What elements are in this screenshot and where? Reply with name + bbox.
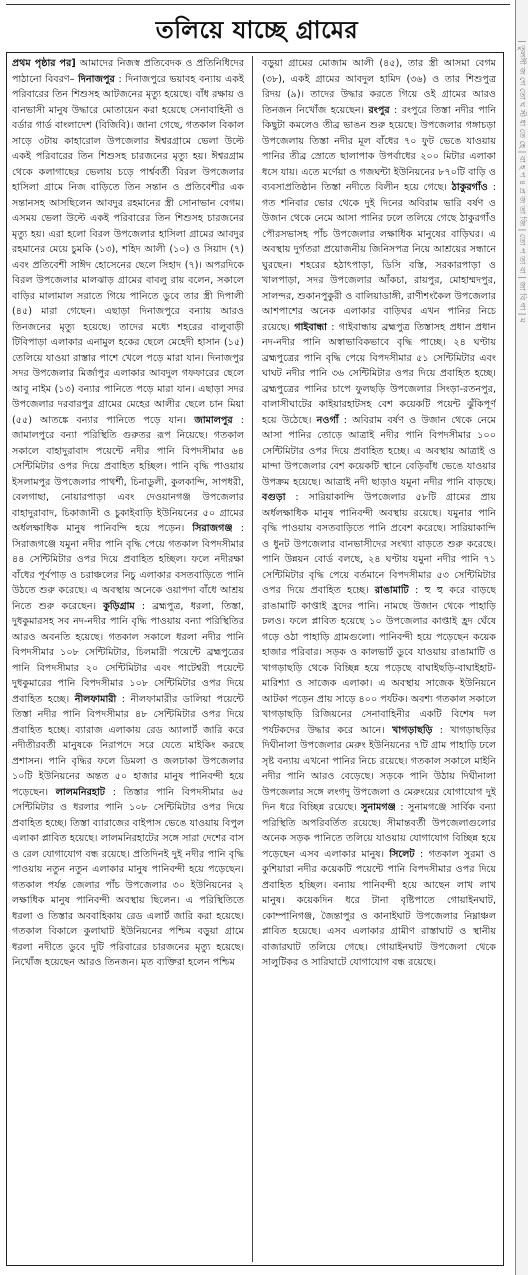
dateline-place: সিলেট — [389, 848, 415, 860]
article-text: : হু হু করে বাড়ছে রাঙামাটি কাপ্তাই হ্রদের পানি। নামছে উজান থেকে পাহাড়ি ঢলও। ফলে প্লাবিত হয়েছে ১০ উপজেলার কাপ্তাই হ্রদ ঘেঁষে গড়ে ওঠা পাহাড়ি গ্রামগুলো। পানিবন্দী হয়ে পড়েছেন কয়েক হাজার পরিবার। সড়ক ও কালভার্ট ডুবে যাওয়ায় রাঙামাটি ও খাগড়াছড়ি থেকে বিচ্ছিন্ন হয়ে পড়েছে বাঘাইছড়ি-বাঘাইহাট-মারিশ্যা ও সাজেক এলাকা। এ অবস্থায় সাজেক ইউনিয়নে আটকা পড়েন প্রায় সাড়ে ৪০০ পর্যটক। অবশ্য গতকাল সকালে খাগড়াছড়ি রিজিয়নের সেনাবাহিনীর একটি বিশেষ দল পর্যটকদের উদ্ধার করে আনে। — [262, 585, 496, 736]
article-text: : গাইবান্ধায় ব্রহ্মপুত্র তিস্তাসহ প্রধান প্রধান নদ-নদীর পানি অস্বাভাবিকভাবে বৃদ্ধি পাচ্ছে। ২৪ ঘণ্টায় ব্রহ্মপুত্রের পানি বৃদ্ধি পেয়ে বিপদসীমার ৫১ সেন্টিমিটার এবং ঘাঘট নদীর পানি ৩৬ সেন্টিমিটার ওপর দিয়ে প্রবাহিত হচ্ছে। ব্রহ্মপুত্রের পানির চাপে ফুলছড়ি উপজেলার সিংড়া-রতনপুর, বালাসীঘাটের কাইয়ারহাটসহ বেশ কয়েকটি পয়েন্ট ঝুঁকিপূর্ণ হয়ে উঠেছে। — [262, 321, 496, 426]
dateline-place: নওগাঁ — [316, 414, 339, 426]
adjacent-page-text: | তুলসী জ গে তো ঘ স্ট ধা তে হে | বা হ প ৪ প্র জ তা জি | তো প তা বা | জা বি গা | ম — [518, 40, 527, 323]
article-text: : খাগড়াছড়ির দিঘীনালা উপজেলার মেরুং ইউনিয়নের ৭টি গ্রাম পাহাড়ি ঢলে সৃষ্ট বন্যায় এখনো পানির নিচে রয়েছে। গতকাল সকালে মাইনি নদীর পানি আরও বেড়েছে। সড়কে পানি উঠায় দিঘীনালা উপজেলার সঙ্গে লংগদু উপজেলা ও মেরুংয়ের যোগাযোগ দুই দিন ধরে বিচ্ছিন্ন রয়েছে। — [262, 724, 496, 813]
column-divider — [252, 56, 253, 1262]
dateline-place: সিরাজগঞ্জ — [192, 523, 233, 534]
article-paragraph — [262, 56, 496, 971]
article-text: : রংপুরে তিস্তা নদীর পানি কিছুটা কমলেও তীব্র ভাঙন শুরু হয়েছে। উপজেলার গঙ্গাচড়া উপজেলায় তিস্তা নদীর মূল বাঁধের ৭০ ফুট ভেঙে যাওয়ায় পানির তীব্র স্রোতে ছালাপাক উপর্বাধের ২০০ মিটার এলাকা ধসে যায়। এতে মর্ণেয়া ও গজঘন্টা ইউনিয়নের ৮৭০টি বাড়ি ও ব্যবসাপ্রতিষ্ঠান তিস্তা নদীতে বিলীন হয়ে গেছে। — [262, 104, 496, 193]
article-text: : সারিয়াকান্দি উপজেলার ৫৮টি গ্রামের প্রায় অর্ধলক্ষাধিক মানুষ পানিবন্দী অবস্থায় রয়েছে। যমুনার পানি বৃদ্ধি পাওয়ায় বসতবাড়িতে পানি প্রবেশ করেছে। সারিয়াকান্দি ও ধুনট উপজেলার বানভাসীদের সংখ্যা বাড়তে শুরু করেছে। পানি উন্নয়ন বোর্ড বলছে, ২৪ ঘণ্টায় যমুনা নদীর পানি ৭১ সেন্টিমিটার বৃদ্ধি পেয়ে বর্তমানে বিপদসীমার ৫৩ সেন্টিমিটার ওপর দিয়ে প্রবাহিত হচ্ছে। — [262, 492, 496, 596]
dateline-place: রংপুর — [368, 104, 390, 116]
dateline-place: প্রথম পৃষ্ঠার পর] — [12, 58, 80, 69]
dateline-place: জামালপুর — [194, 414, 233, 426]
top-rule — [6, 4, 510, 5]
dateline-place: ঠাকুরগাঁও — [451, 182, 488, 193]
dateline-place: নীলফামারী — [74, 693, 117, 705]
dateline-place: সুনামগঞ্জ — [361, 802, 396, 813]
article-paragraph — [12, 56, 244, 971]
article-text: : তিস্তার পানি বিপদসীমার ৬৫ সেন্টিমিটার ও ধরলার পানি ১০৮ সেন্টিমিটার ওপর দিয়ে প্রবাহিত হচ্ছে। তিস্তা ব্যারাজের বাইপাস ভেঙে যাওয়ায় বিপুল এলাকা প্লাবিত হয়েছে। লালমনিরহাটের সঙ্গে সারা দেশের বাস ও রেল যোগাযোগ বন্ধ রয়েছে। প্রতিদিনই দুই নদীর পানি বৃদ্ধি পাওয়ায় নতুন নতুন এলাকার মানুষ পানিবন্দী হয়ে পড়েছেন। গতকাল পর্যন্ত জেলার পাঁচ উপজেলার ৩০ ইউনিয়নের ২ লক্ষাধিক মানুষ পানিবন্দী অবস্থায় ছিলেন। এ পরিস্থিতিতে ধরলা ও তিস্তার অববাহিকায় রেড এলার্ট জারি করা হয়েছে। গতকাল বিকালে কুলাঘাট ইউনিয়নের পশ্চিম বড়ুয়া গ্রামে ধরলা নদীতে ডুবে দুটি পরিবারের চারজনের মৃত্যু হয়েছে। নিখোঁজ হয়েছেন আরও তিনজন। মৃত ব্যক্তিরা হলেন পশ্চিম — [12, 786, 244, 968]
article-text: : গতকাল সুরমা ও কুশিয়ারা নদীর কয়েকটি পয়েন্টে পানি বিপদসীমার ওপর দিয়ে প্রবাহিত হচ্ছিল। বন্যায় পানিবন্দী হয়ে আছেন লাখ লাখ মানুষ। কয়েকদিন ধরে টানা বৃষ্টিপাতে গোয়াইনঘাট, কোম্পানিগঞ্জ, জৈন্তাপুর ও কানাইঘাট উপজেলার নিম্নাঞ্চল প্লাবিত হয়েছে। এসব এলাকার গ্রামীণ রাস্তাঘাট ও স্থানীয় বাজারঘাট তলিয়ে গেছে। গোয়াইনঘাট উপজেলা থেকে সালুটিকর ও সারিঘাটে যোগাযোগ বন্ধ রয়েছে। — [262, 848, 496, 968]
dateline-place: বগুড়া — [262, 492, 286, 503]
article-text: : জামালপুরে বন্যা পরিস্থিতি গুরুতর রূপ নিয়েছে। গতকাল সকালে বাহাদুরাবাদ পয়েন্টে নদীর পানি বিপদসীমার ৬৪ সেন্টিমিটার ওপর দিয়ে প্রবাহিত হচ্ছিল। পানি বৃদ্ধি পাওয়ায় ইসলামপুর উপজেলার পাথর্শী, চিনাডুলী, কুলকান্দি, সাপধরী, বেলগাছা, নোয়ারপাড়া এবং দেওয়ানগঞ্জ উপজেলার বাহাদুরাবাদ, চিকাজানী ও চুকাইবাড়ি ইউনিয়নের ৫০ গ্রামের অর্ধলক্ষাধিক মানুষ পানিবন্দি হয়ে পড়েন। — [12, 414, 244, 534]
article-text: : দিনাজপুরে ভয়াবহ বন্যায় একই পরিবারের তিন শিশুসহ আটজনের মৃত্যু হয়েছে। বাঁধ রক্ষায় ও বানভাসী মানুষ উদ্ধারে মোতায়েন করা হয়েছে সেনাবাহিনী ও বর্ডার গার্ড বাংলাদেশ (বিজিবি)। জানা গেছে, গতকাল বিকাল সাড়ে ৩টায় কাহারোল উপজেলার ঈশ্বরগ্রামে ভেলা উল্টে একই পরিবারের তিন শিশুসহ চারজনের মৃত্যু হয়। ঈশ্বরগ্রাম থেকে কলাগাছের ভেলায় চড়ে পার্শ্ববর্তী বিরল উপজেলার হাসিলা গ্রামে নিজ বাড়িতে তিন সন্তান ও প্রতিবেশীর এক সন্তানসহ আসছিলেন আবদুর রহমানের স্ত্রী সোনাভান বেগম। এসময় ভেলা উল্টে একই পরিবারের তিন শিশুসহ চারজনের মৃত্যু হয়। এরা হলো বিরল উপজেলার হাসিলা গ্রামের আবদুর রহমানের মেয়ে চুমকি (১৩), শহিদ আলী (১০) ও সিয়াদ (৭) এবং প্রতিবেশী সাঈদ হোসেনের ছেলে সিহাদ (৭)। অপরদিকে বিরল উপজেলার মালঝাড় গ্রামের বাবলু রায় বলেন, সকালে বাড়ির মালামাল সরাতে গিয়ে পানিতে ডুবে তার স্ত্রী দিপালী (৪৫) মারা গেছেন। এছাড়া দিনাজপুরে বন্যায় আরও তিনজনের মৃত্যু হয়েছে। তাদের মধ্যে শহরের বালুবাড়ী টিবিপাড়া এলাকার এনামুল হকের ছেলে মেহেদী হাসান (১৫) তেলিয়ে যাওয়া রাস্তার পাশে খেলে পড়ে মারা যান। দিনাজপুর সদর উপজেলার মির্জাপুর এলাকার আবদুল গফফারের ছেলে আবু নাইম (১৩) বন্যার পানিতে পড়ে মারা যান। এছাড়া সদর উপজেলার দরবারপুর গ্রামের মেহের আলীর ছেলে চান মিয়া (৫৫) আতঙ্কে বন্যার পানিতে পড়ে যান। — [12, 73, 244, 426]
adjacent-page-edge — [515, 0, 528, 1275]
article-text: আমাদের নিজস্ব প্রতিবেদক ও প্রতিনিধিদের পাঠানো বিবরণ– — [12, 58, 244, 85]
dateline-place: রাঙামাটি — [374, 585, 409, 596]
article-text: : ব্রহ্মপুত্র, ধরলা, তিস্তা, দুধকুমারসহ সব নদ-নদীর পানি বৃদ্ধি পাওয়ায় বন্যা পরিস্থিতির আরও অবনতি হয়েছে। গতকাল সকালে ধরলা নদীর পানি বিপদসীমার ১০৮ সেন্টিমিটার, চিলমারী পয়েন্টে ব্রহ্মপুত্রের পানি বিপদসীমার ২০ সেন্টিমিটার এবং পাটেশ্বরী পয়েন্টে দুধকুমারের পানি বিপদসীমার ১০৮ সেন্টিমিটার ওপর দিয়ে প্রবাহিত হচ্ছে। — [12, 600, 244, 705]
dateline-place: দিনাজপুর — [78, 73, 115, 85]
article-text: বড়ুয়া গ্রামের মোজাম আলী (৪৫), তার স্ত্রী আসমা বেগম (৩৮), একই গ্রামের আবদুল হামিদ (৩৬) ও তার শিশুপুত্র রিদয় (৯)। তাদের উদ্ধার করতে গিয়ে ওই গ্রামের আরও তিনজন নিখোঁজ হয়েছেন। — [262, 58, 496, 116]
article-text: : সিরাজগঞ্জে যমুনা নদীর পানি বৃদ্ধি পেয়ে গতকাল বিপদসীমার ৪৪ সেন্টিমিটার ওপর দিয়ে প্রবাহিত হচ্ছিল। ফলে নদীরক্ষা বাঁধের পূর্বপাড় ও চরাঞ্চলের নিচু এলাকার বসতবাড়িতে পানি উঠতে শুরু করেছে। এ অবস্থায় অনেকে ওয়াপদা বাঁধে আশ্রয় নিতে শুরু করেছেন। — [12, 523, 244, 612]
article-text: : গত শনিবার ভোর থেকে দুই দিনের অবিরাম ভারি বর্ষণ ও উজান থেকে নেমে আসা পানির ঢলে তলিয়ে গেছে ঠাকুরগাঁও পৌরসভাসহ পাঁচ উপজেলার লক্ষাধিক মানুষের বাড়িঘর। এ অবস্থায় দুর্গতরা প্রয়োজনীয় জিনিসপত্র নিয়ে আশ্রয়ের সন্ধানে ঘুরছেন। শহরের হঠাৎপাড়া, ডিসি বস্তি, সরকারপাড়া ও খালপাড়া, সদর উপজেলার আঁকচা, রায়পুর, মোহাম্মদপুর, সালন্দর, শুকানপুকুরী ও বালিয়াডাঙ্গী, রাণীশংকৈল উপজেলার আশপাশের অনেক এলাকার বাড়িঘর এখন পানির নিচে রয়েছে। — [262, 182, 496, 333]
article-column-right — [262, 56, 496, 1262]
article-text: : নীলফামারীর ডালিয়া পয়েন্টে তিস্তা নদীর পানি বিপদসীমার ৪৮ সেন্টিমিটার ওপর দিয়ে প্রবাহিত হচ্ছে। ব্যারাজ এলাকায় রেড অ্যালার্ট জারি করে নদীতীরবর্তী মানুষকে নিরাপদে সরে যেতে মাইকিং করছে প্রশাসন। পানি বৃদ্ধির ফলে ডিমলা ও জলঢাকা উপজেলার ১০টি ইউনিয়নের অন্তত ৫০ হাজার মানুষ পানিবন্দী হয়ে পড়েছেন। — [12, 693, 244, 798]
dateline-place: কুড়িগ্রাম — [103, 600, 135, 612]
article-text: : অবিরাম বর্ষণ ও উজান থেকে নেমে আসা পানির তোড়ে আত্রাই নদীর পানি বিপদসীমার ১০০ সেন্টিমিটার ওপর দিয়ে প্রবাহিত হচ্ছে। এ অবস্থায় আত্রাই ও মান্দা উপজেলার বেশ কয়েকটি স্থানে বেড়িবাঁধ ভেঙে যাওয়ার উপক্রম হয়েছে। আত্রাই নদী ছাড়াও যমুনা নদীর পানি বাড়ছে। — [262, 414, 496, 488]
dateline-place: গাইবান্ধা — [294, 321, 327, 333]
article-text: : সুনামগঞ্জে সার্বিক বন্যা পরিস্থিতি অপরিবর্তিত রয়েছে। সীমান্তবর্তী উপজেলাগুলোর অনেক সড়ক পানিতে তলিয়ে যাওয়ায় যোগাযোগ বিচ্ছিন্ন হয়ে পড়েছেন এসব এলাকার মানুষ। — [262, 802, 496, 860]
article-column-left — [12, 56, 244, 1262]
headline: তলিয়ে যাচ্ছে গ্রামের — [155, 16, 359, 44]
dateline-place: লালমনিরহাট — [55, 786, 105, 798]
dateline-place: খাগড়াছড়ি — [392, 724, 433, 736]
